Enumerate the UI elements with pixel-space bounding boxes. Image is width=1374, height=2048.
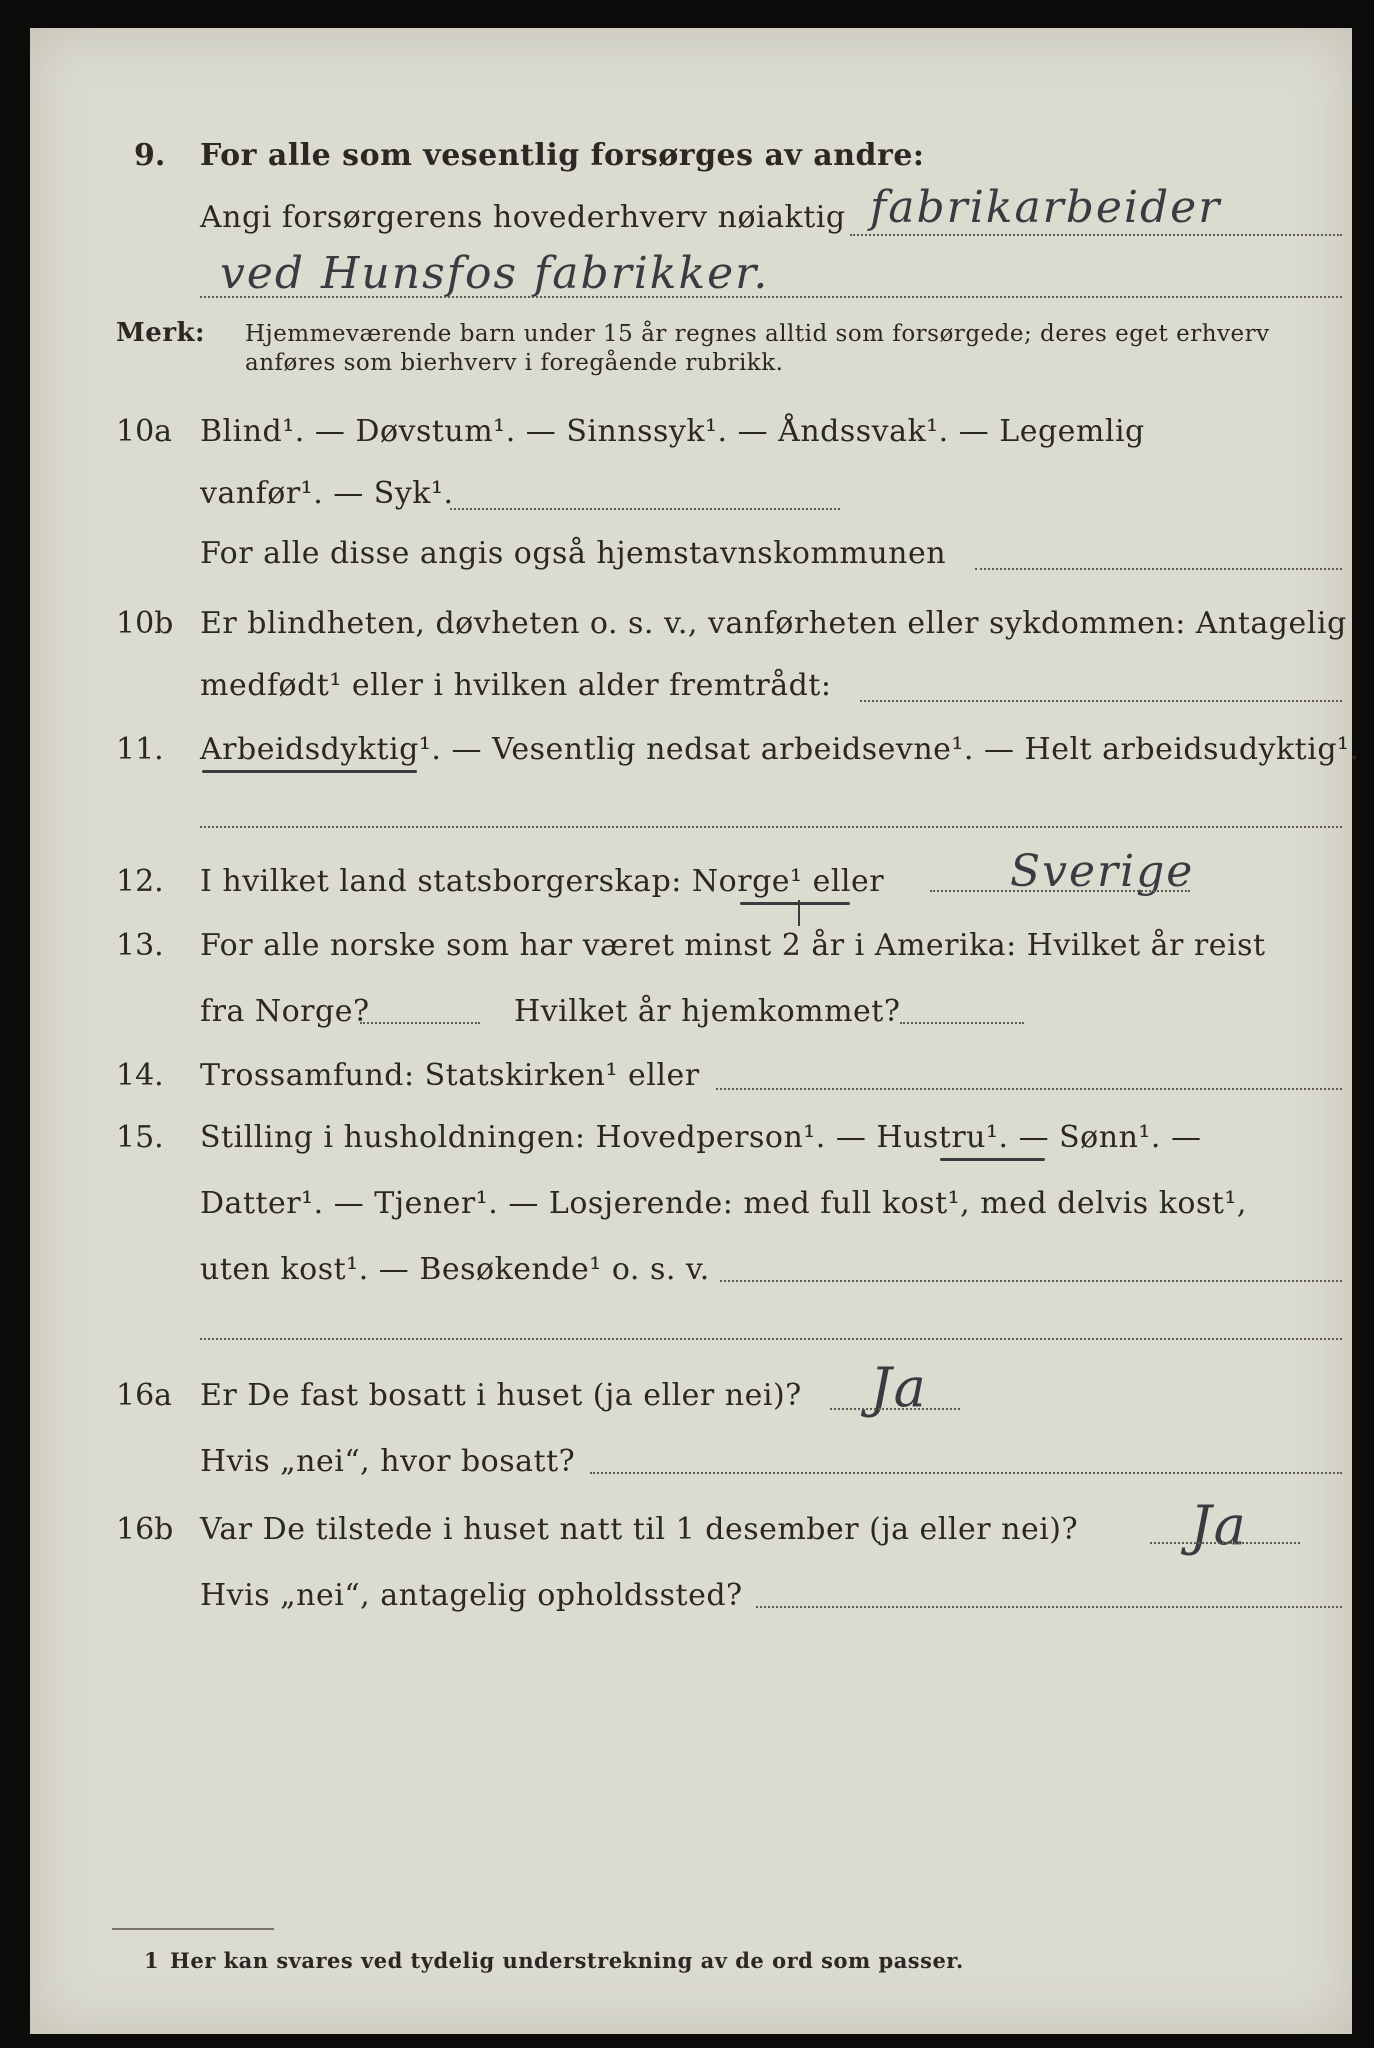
item-number-10b: 10b <box>116 606 174 641</box>
q11-answer-line <box>200 826 1342 828</box>
q12-norge-underline <box>740 902 850 905</box>
q9-heading: For alle som vesentlig forsørges av andre: <box>200 138 925 173</box>
q10b-line-2: medfødt¹ eller i hvilken alder fremtrådt: <box>200 668 832 703</box>
q16b-answer-line <box>1150 1542 1300 1544</box>
q9-answer-line-2 <box>200 296 1342 298</box>
q15-hustru-underline <box>940 1158 1045 1161</box>
merk-label: Merk: <box>116 318 206 348</box>
census-form-page <box>30 28 1360 2034</box>
item-number-16b: 16b <box>116 1512 174 1547</box>
item-number-14: 14. <box>116 1058 164 1093</box>
item-number-13: 13. <box>116 928 164 963</box>
q12-line-1: I hvilket land statsborgerskap: Norge¹ eller <box>200 864 885 899</box>
q15-answer-line-1 <box>720 1280 1342 1282</box>
item-number-11: 11. <box>116 732 164 767</box>
q10a-line-3: For alle disse angis også hjemstavnskommunen <box>200 536 947 571</box>
merk-note-line-2: anføres som bierhverv i foregående rubrikk. <box>245 350 784 376</box>
q9-question: Angi forsørgerens hovederhverv nøiaktig <box>200 200 846 235</box>
q12-tick-mark <box>798 900 800 926</box>
q13-line-2a: fra Norge? <box>200 994 370 1029</box>
q13-departure-year-line <box>360 1022 480 1024</box>
q15-line-1: Stilling i husholdningen: Hovedperson¹. — Hustru¹. — Sønn¹. — <box>200 1120 1202 1155</box>
q9-answer-occupation: fabrikarbeider <box>870 182 1222 233</box>
item-number-16a: 16a <box>116 1378 173 1413</box>
footnote-marker: 1 <box>144 1948 160 1973</box>
q10a-answer-line <box>450 508 840 510</box>
q16b-location-line <box>756 1606 1342 1608</box>
item-number-10a: 10a <box>116 414 173 449</box>
q16a-residence-line <box>590 1472 1342 1474</box>
q13-return-year-line <box>900 1022 1024 1024</box>
footnote-text: Her kan svares ved tydelig understrekning av de ord som passer. <box>170 1948 964 1973</box>
q16b-answer: Ja <box>1190 1494 1248 1557</box>
q16a-answer: Ja <box>870 1356 928 1419</box>
q15-line-3: uten kost¹. — Besøkende¹ o. s. v. <box>200 1252 710 1287</box>
q10a-home-municipality-line <box>975 568 1342 570</box>
q16a-line-1: Er De fast bosatt i huset (ja eller nei)? <box>200 1378 802 1413</box>
q13-line-1: For alle norske som har været minst 2 år i Amerika: Hvilket år reist <box>200 928 1266 963</box>
q16b-line-2: Hvis „nei“, antagelig opholdssted? <box>200 1578 743 1613</box>
q14-line-1: Trossamfund: Statskirken¹ eller <box>200 1058 700 1093</box>
q9-answer-line-1 <box>850 234 1342 236</box>
q10a-line-2: vanfør¹. — Syk¹. <box>200 476 454 511</box>
item-number-12: 12. <box>116 864 164 899</box>
item-number-9: 9. <box>134 138 166 173</box>
q12-answer-line <box>930 890 1190 892</box>
q15-answer-line-2 <box>200 1338 1342 1340</box>
footnote-rule <box>112 1928 274 1930</box>
q10a-line-1: Blind¹. — Døvstum¹. — Sinnssyk¹. — Åndssvak¹. — Legemlig <box>200 414 1145 449</box>
q15-line-2: Datter¹. — Tjener¹. — Losjerende: med full kost¹, med delvis kost¹, <box>200 1186 1247 1221</box>
q16a-answer-line <box>830 1408 960 1410</box>
q10b-answer-line <box>860 700 1342 702</box>
q9-answer-employer: ved Hunsfos fabrikker. <box>220 248 770 299</box>
q16a-line-2: Hvis „nei“, hvor bosatt? <box>200 1444 576 1479</box>
q11-line-1: Arbeidsdyktig¹. — Vesentlig nedsat arbeidsevne¹. — Helt arbeidsudyktig¹. <box>200 732 1360 767</box>
q12-answer-country: Sverige <box>1010 846 1195 897</box>
q11-arbeidsdyktig-underline <box>202 770 417 773</box>
q14-answer-line <box>716 1088 1342 1090</box>
merk-note-line-1: Hjemmeværende barn under 15 år regnes alltid som forsørgede; deres eget erhverv <box>245 321 1270 347</box>
q10b-line-1: Er blindheten, døvheten o. s. v., vanførheten eller sykdommen: Antagelig <box>200 606 1347 641</box>
q13-line-2b: Hvilket år hjemkommet? <box>514 994 901 1029</box>
q16b-line-1: Var De tilstede i huset natt til 1 desember (ja eller nei)? <box>200 1512 1079 1547</box>
item-number-15: 15. <box>116 1120 164 1155</box>
